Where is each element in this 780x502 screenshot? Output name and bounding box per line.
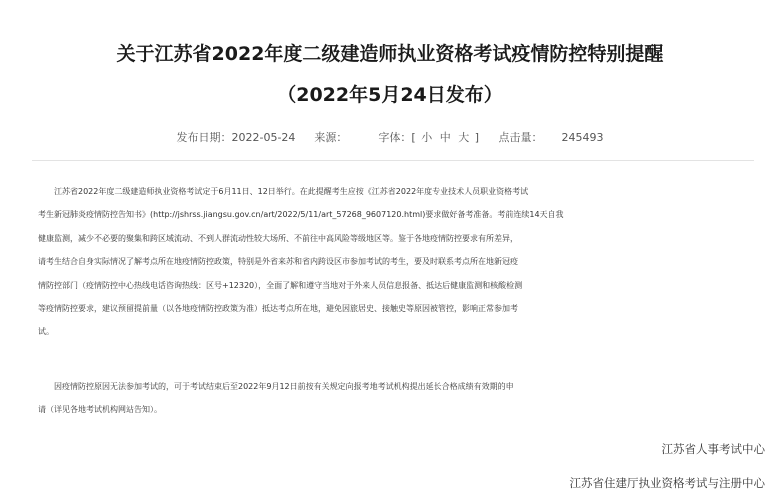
paragraph-line: 考生新冠肺炎疫情防控告知书》(http://jshrss.jiangsu.gov.cn/art/2022/5/11/art_57268_9607120.html)要求做好备考准备。考前连续14天自我 bbox=[38, 210, 564, 220]
font-size-bracket: ] bbox=[474, 131, 480, 144]
body-paragraph-1 bbox=[38, 180, 778, 344]
paragraph-line: 试。 bbox=[38, 327, 54, 337]
article-meta bbox=[0, 129, 780, 145]
paragraph-line: 情防控部门（疫情防控中心热线电话咨询热线：区号+12320），全面了解和遵守当地对于外来人员信息报备、抵达后健康监测和核酸检测 bbox=[38, 280, 523, 290]
paragraph-line: 因疫情防控原因无法参加考试的，可于考试结束后至2022年9月12日前按有关规定向报考地考试机构提出延长合格成绩有效期的申 bbox=[38, 382, 514, 391]
views-label: 点击量： bbox=[498, 131, 543, 144]
views-count: 245493 bbox=[561, 131, 604, 144]
paragraph-line: 江苏省2022年度二级建造师执业资格考试定于6月11日、12日举行。在此提醒考生应按《江苏省2022年度专业技术人员职业资格考试 bbox=[38, 187, 529, 196]
article-title: 关于江苏省2022年度二级建造师执业资格考试疫情防控特别提醒 bbox=[116, 43, 664, 65]
paragraph-line: 请考生结合自身实际情况了解考点所在地疫情防控政策，特别是外省来苏和省内跨设区市参加考试的考生，要及时联系考点所在地新冠疫 bbox=[38, 257, 518, 267]
signature-org-1: 江苏省人事考试中心 bbox=[661, 442, 765, 456]
article-subtitle-date: （2022年5月24日发布） bbox=[277, 84, 503, 106]
signature-org-2: 江苏省住建厅执业资格考试与注册中心 bbox=[569, 476, 765, 490]
font-size-small-button[interactable]: 小 bbox=[421, 131, 433, 144]
publish-date: 2022-05-24 bbox=[231, 131, 296, 144]
paragraph-line: 请（详见各地考试机构网站告知）。 bbox=[38, 405, 162, 415]
paragraph-line: 健康监测，减少不必要的聚集和跨区域流动、不到人群流动性较大场所、不前往中高风险等级地区等。鉴于各地疫情防控要求有所差异， bbox=[38, 233, 518, 243]
font-size-medium-button[interactable]: 中 bbox=[439, 131, 451, 144]
body-paragraph-2 bbox=[38, 375, 778, 422]
font-size-large-button[interactable]: 大 bbox=[458, 131, 470, 144]
font-size-label: 字体：[ bbox=[378, 131, 416, 144]
publish-date-label: 发布日期： bbox=[176, 131, 232, 144]
meta-divider bbox=[32, 160, 754, 161]
source-label: 来源： bbox=[314, 131, 348, 144]
paragraph-line: 等疫情防控要求，建议预留提前量（以各地疫情防控政策为准）抵达考点所在地，避免因旅居史、接触史等原因被管控，影响正常参加考 bbox=[38, 303, 518, 313]
